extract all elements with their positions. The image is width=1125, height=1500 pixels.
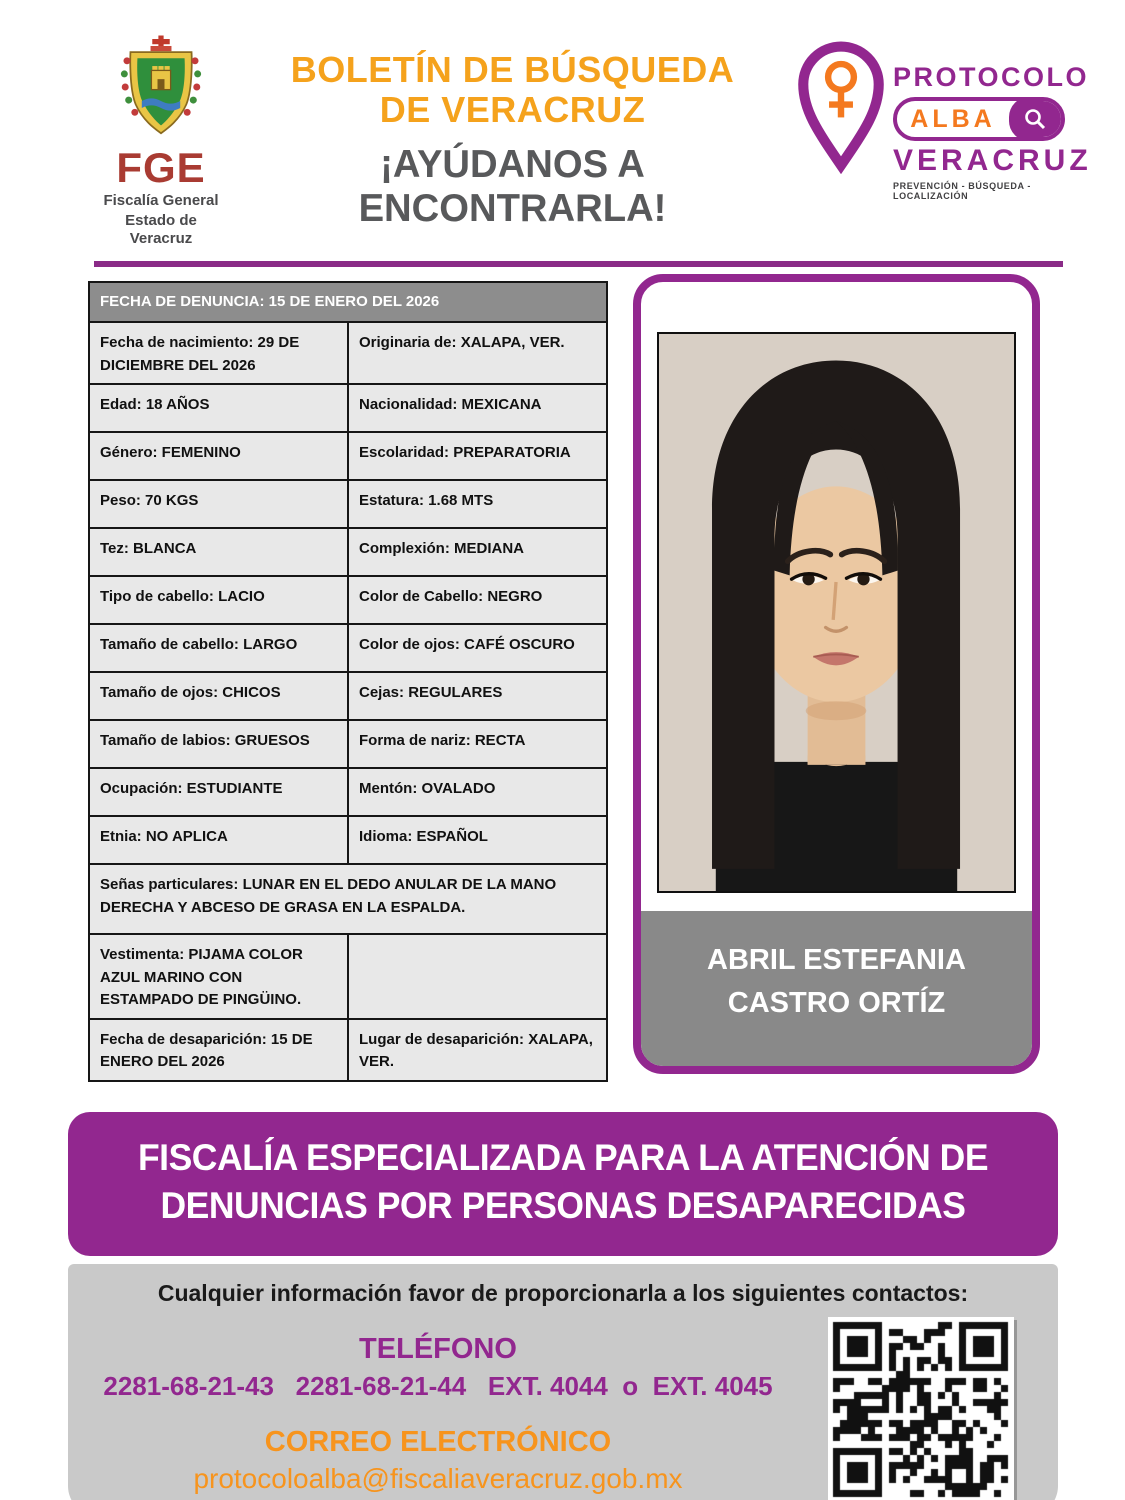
fiscalia-banner <box>68 1112 1058 1256</box>
cell-empty <box>348 934 607 1019</box>
contact-intro: Cualquier información favor de proporcionarla a los siguientes contactos: <box>157 1279 969 1306</box>
photo-wrap <box>641 282 1032 912</box>
cell-nacionalidad: Nacionalidad: MEXICANA <box>348 384 607 432</box>
alba-veracruz-label: VERACRUZ <box>893 144 1092 177</box>
title-block <box>230 34 795 231</box>
cell-complexion: Complexión: MEDIANA <box>348 528 607 576</box>
table-row <box>89 384 607 432</box>
bulletin-title-line1: BOLETÍN DE BÚSQUEDA <box>290 49 735 90</box>
cell-fecha-denuncia: FECHA DE DENUNCIA: 15 DE ENERO DEL 2026 <box>89 282 607 323</box>
table-row <box>89 720 607 768</box>
table-row <box>89 1019 607 1081</box>
portrait-illustration <box>659 334 1014 892</box>
alba-tagline: PREVENCIÓN - BÚSQUEDA - LOCALIZACIÓN <box>893 181 1031 201</box>
cell-ocupacion: Ocupación: ESTUDIANTE <box>89 768 348 816</box>
cell-color-ojos: Color de ojos: CAFÉ OSCURO <box>348 624 607 672</box>
fge-caption-line2: Estado de Veracruz <box>125 212 197 247</box>
cell-escolaridad: Escolaridad: PREPARATORIA <box>348 432 607 480</box>
banner-line1: FISCALÍA ESPECIALIZADA PARA LA ATENCIÓN DE <box>137 1136 989 1178</box>
contact-details <box>68 1319 828 1500</box>
cell-color-cabello: Color de Cabello: NEGRO <box>348 576 607 624</box>
cell-etnia: Etnia: NO APLICA <box>89 816 348 864</box>
table-row <box>89 624 607 672</box>
qr-code-canvas <box>828 1317 1014 1500</box>
cell-menton: Mentón: OVALADO <box>348 768 607 816</box>
magnifier-icon <box>1022 106 1048 132</box>
location-pin-female-icon <box>795 36 887 174</box>
contact-section <box>68 1264 1058 1500</box>
email-label: CORREO ELECTRÓNICO <box>264 1425 612 1458</box>
cell-fecha-desaparicion: Fecha de desaparición: 15 DE ENERO DEL 2026 <box>89 1019 348 1081</box>
help-us-find-her-subtitle: ¡AYÚDANOS A ENCONTRARLA! <box>358 142 667 230</box>
cell-estatura: Estatura: 1.68 MTS <box>348 480 607 528</box>
cell-tez: Tez: BLANCA <box>89 528 348 576</box>
table-row <box>89 864 607 934</box>
cell-vestimenta: Vestimenta: PIJAMA COLOR AZUL MARINO CON ESTAMPADO DE PINGÜINO. <box>89 934 348 1019</box>
person-name <box>641 911 1032 1065</box>
person-details-table <box>88 281 608 1082</box>
table-row <box>89 480 607 528</box>
cell-idioma: Idioma: ESPAÑOL <box>348 816 607 864</box>
cell-tipo-cabello: Tipo de cabello: LACIO <box>89 576 348 624</box>
person-name-line2: CASTRO ORTÍZ <box>727 986 946 1019</box>
table-row <box>89 934 607 1019</box>
cell-tamano-cabello: Tamaño de cabello: LARGO <box>89 624 348 672</box>
protocolo-alba-logo <box>795 34 1092 201</box>
table-row <box>89 528 607 576</box>
table-row <box>89 322 607 384</box>
cell-tamano-ojos: Tamaño de ojos: CHICOS <box>89 672 348 720</box>
missing-person-photo <box>657 332 1016 894</box>
person-name-line1: ABRIL ESTEFANIA <box>707 944 966 977</box>
qr-code <box>828 1317 1014 1500</box>
cell-lugar-desaparicion: Lugar de desaparición: XALAPA, VER. <box>348 1019 607 1081</box>
fge-logo <box>92 34 230 247</box>
alba-pill-cap <box>1009 97 1061 141</box>
table-row <box>89 672 607 720</box>
phone-numbers: 2281-68-21-43 2281-68-21-44 EXT. 4044 o EXT. 4045 <box>103 1370 773 1401</box>
phone-label: TELÉFONO <box>359 1332 517 1365</box>
banner-line2: DENUNCIAS POR PERSONAS DESAPARECIDAS <box>160 1184 966 1226</box>
cell-genero: Género: FEMENINO <box>89 432 348 480</box>
table-row <box>89 282 607 323</box>
header <box>0 0 1125 247</box>
table-row <box>89 816 607 864</box>
email-address: protocoloalba@fiscaliaveracruz.gob.mx <box>193 1462 683 1494</box>
table-row <box>89 432 607 480</box>
photo-card <box>633 274 1040 1074</box>
fge-abbr: FGE <box>116 144 206 191</box>
cell-forma-nariz: Forma de nariz: RECTA <box>348 720 607 768</box>
cell-edad: Edad: 18 AÑOS <box>89 384 348 432</box>
cell-peso: Peso: 70 KGS <box>89 480 348 528</box>
cell-tamano-labios: Tamaño de labios: GRUESOS <box>89 720 348 768</box>
alba-label: ALBA <box>910 104 996 133</box>
contact-columns <box>68 1319 1058 1500</box>
table-row <box>89 768 607 816</box>
fge-caption-line1: Fiscalía General <box>103 192 219 209</box>
cell-cejas: Cejas: REGULARES <box>348 672 607 720</box>
main-content <box>0 267 1125 1082</box>
veracruz-coat-of-arms-icon <box>113 34 209 140</box>
table-row <box>89 576 607 624</box>
alba-pill <box>893 97 1065 141</box>
alba-logo-text <box>893 36 1092 201</box>
cell-senas-particulares: Señas particulares: LUNAR EN EL DEDO ANULAR DE LA MANO DERECHA Y ABCESO DE GRASA EN LA ESPALDA. <box>89 864 607 934</box>
cell-originaria-de: Originaria de: XALAPA, VER. <box>348 322 607 384</box>
cell-fecha-nacimiento: Fecha de nacimiento: 29 DE DICIEMBRE DEL 2026 <box>89 322 348 384</box>
alba-protocolo-label: PROTOCOLO <box>893 62 1090 92</box>
bulletin-title-line2: DE VERACRUZ <box>379 89 646 131</box>
